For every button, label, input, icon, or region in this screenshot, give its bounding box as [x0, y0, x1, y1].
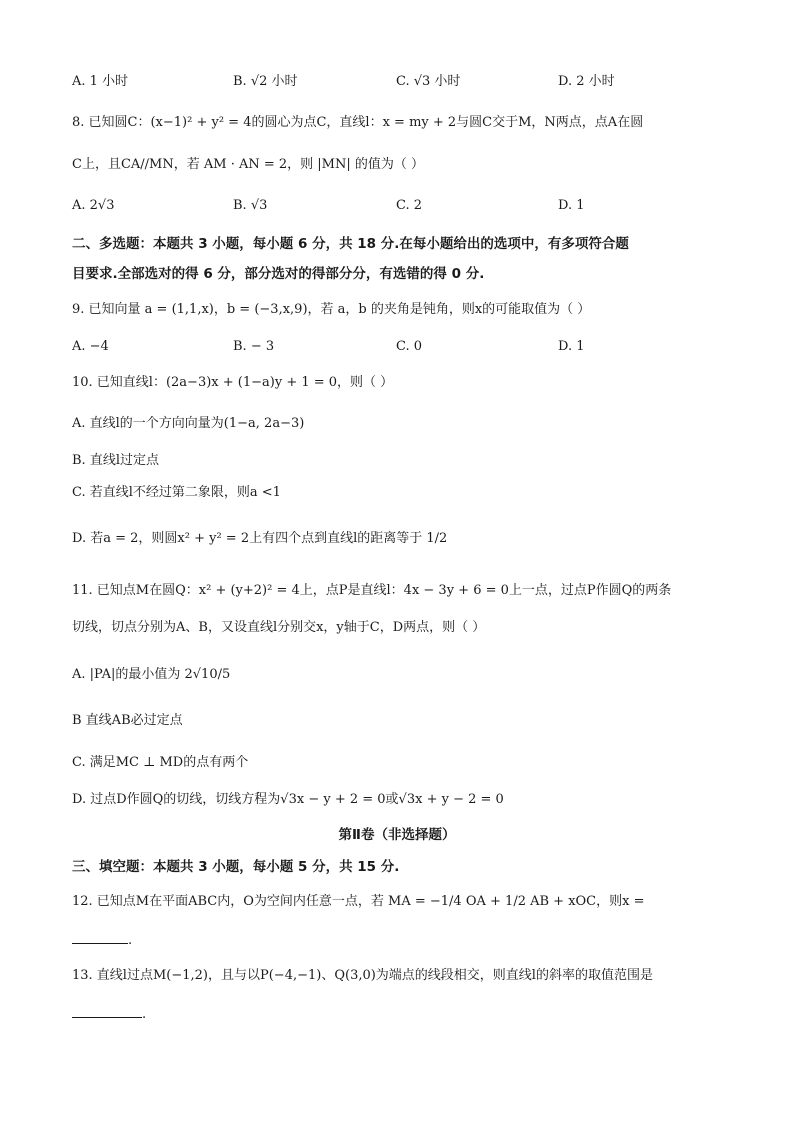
q12-stem: 12. 已知点M在平面ABC内，O为空间内任意一点，若 MA = −1/4 OA + 1/2 AB + xOC，则x =: [72, 894, 645, 909]
section-heading-multi: 二、多选题：本题共 3 小题，每小题 6 分，共 18 分.在每小题给出的选项中，有多项符合题: [72, 236, 629, 252]
q13-stem: 13. 直线l过点M(−1,2)，且与以P(−4,−1)、Q(3,0)为端点的线段相交，则直线l的斜率的取值范围是: [72, 968, 653, 983]
option-c: C. 2: [396, 198, 423, 213]
answer-blank[interactable]: [72, 931, 128, 944]
q7-options: [72, 73, 724, 91]
option-a: A. 2√3: [72, 198, 115, 213]
q8-options: [72, 197, 724, 215]
option-c: C. 0: [396, 339, 423, 354]
q13-answer-line: [72, 1005, 724, 1024]
q10-option-b: B. 直线l过定点: [72, 453, 159, 468]
q12-tail: .: [128, 933, 133, 948]
q9-options: [72, 338, 724, 356]
q10-stem: 10. 已知直线l：(2a−3)x + (1−a)y + 1 = 0，则（ ）: [72, 375, 394, 390]
q10-option-c: C. 若直线l不经过第二象限，则a <1: [72, 485, 281, 500]
option-a: A. −4: [72, 339, 109, 354]
q13-tail: .: [142, 1007, 147, 1022]
section-heading-multi-cont: 目要求.全部选对的得 6 分，部分选对的得部分分，有选错的得 0 分.: [72, 266, 485, 282]
section-heading-fill: 三、填空题：本题共 3 小题，每小题 5 分，共 15 分.: [72, 859, 400, 875]
answer-blank[interactable]: [72, 1005, 142, 1018]
q12-answer-line: [72, 931, 724, 950]
option-d: D. 2 小时: [558, 74, 615, 89]
q11-option-a: A. |PA|的最小值为 2√10/5: [72, 667, 231, 682]
part-ii-title: 第Ⅱ卷（非选择题）: [338, 827, 456, 843]
option-b: B. − 3: [233, 339, 275, 354]
q11-option-c: C. 满足MC ⊥ MD的点有两个: [72, 755, 249, 770]
option-a: A. 1 小时: [72, 74, 129, 89]
option-d: D. 1: [558, 339, 585, 354]
q9-stem: 9. 已知向量 a = (1,1,x)，b = (−3,x,9)，若 a，b 的夹角是钝角，则x的可能取值为（ ）: [72, 302, 591, 317]
q11-option-d: D. 过点D作圆Q的切线，切线方程为√3x − y + 2 = 0或√3x + y − 2 = 0: [72, 792, 504, 807]
option-d: D. 1: [558, 198, 585, 213]
option-b: B. √2 小时: [233, 74, 298, 89]
q11-stem-line1: 11. 已知点M在圆Q：x² + (y+2)² = 4上，点P是直线l：4x − 3y + 6 = 0上一点，过点P作圆Q的两条: [72, 583, 672, 598]
q11-option-b: B 直线AB必过定点: [72, 713, 183, 728]
option-b: B. √3: [233, 198, 268, 213]
q8-stem-line1: 8. 已知圆C：(x−1)² + y² = 4的圆心为点C，直线l：x = my + 2与圆C交于M，N两点，点A在圆: [72, 115, 644, 130]
q11-stem-line2: 切线，切点分别为A、B，又设直线l分别交x，y轴于C，D两点，则（ ）: [72, 620, 486, 635]
option-c: C. √3 小时: [396, 74, 461, 89]
q10-option-a: A. 直线l的一个方向向量为(1−a, 2a−3): [72, 416, 305, 431]
q10-option-d: D. 若a = 2，则圆x² + y² = 2上有四个点到直线l的距离等于 1/2: [72, 531, 448, 546]
q8-stem-line2: C上，且CA//MN，若 AM · AN = 2，则 |MN| 的值为（ ）: [72, 157, 424, 172]
